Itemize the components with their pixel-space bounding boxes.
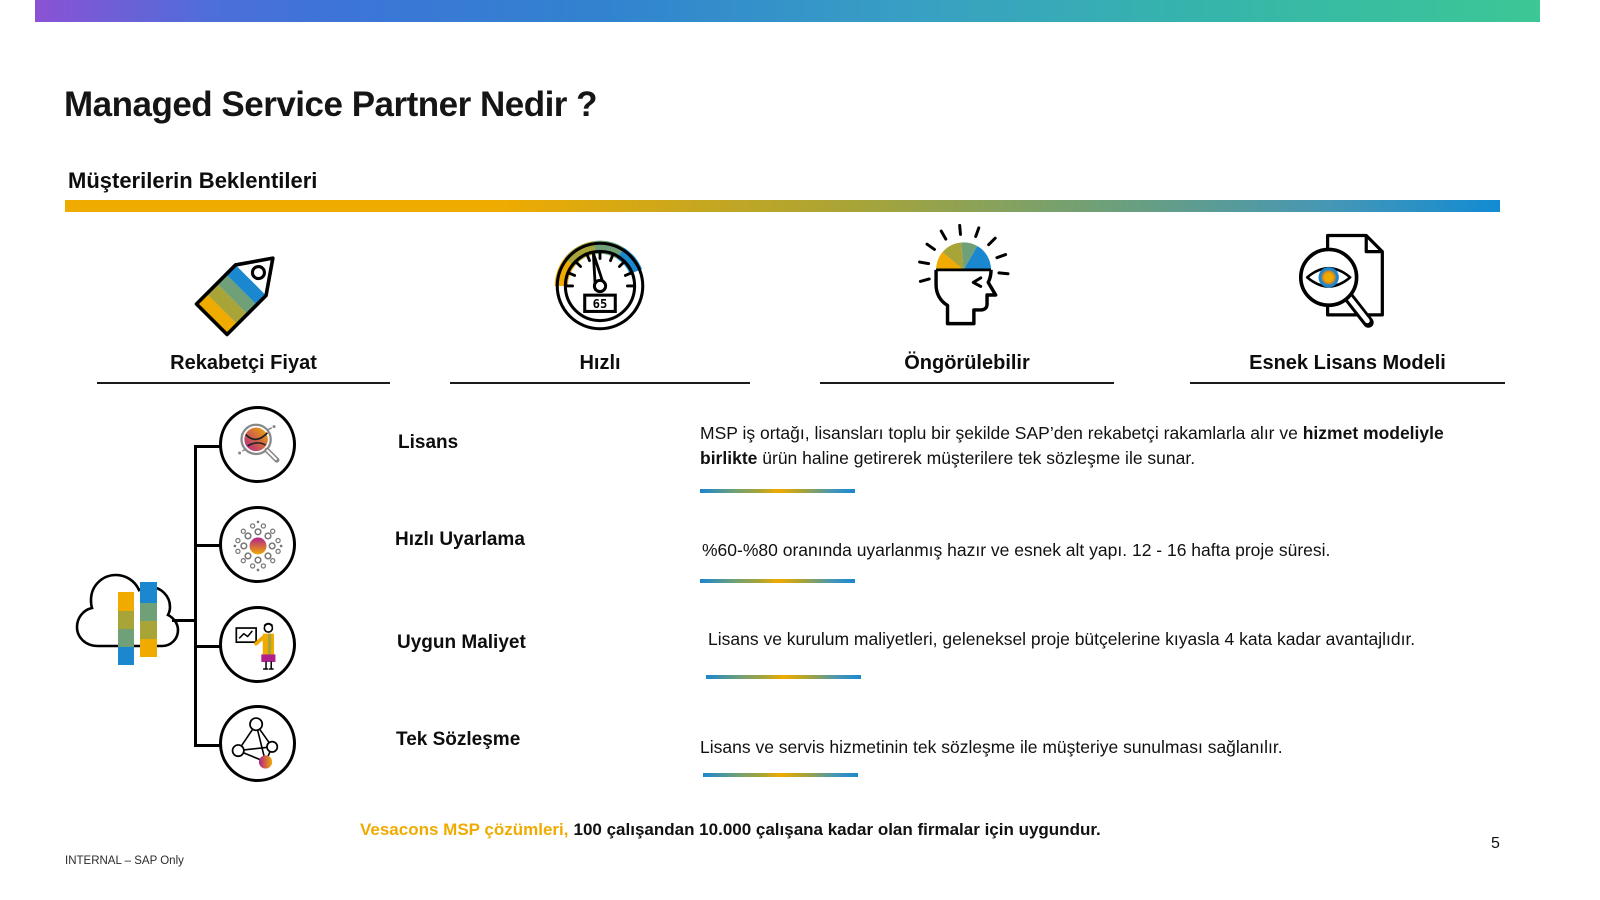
price-tag-icon [184, 222, 304, 352]
page-number: 5 [1491, 835, 1500, 852]
tree-stub-2 [194, 544, 220, 547]
expectation-label: Hızlı [579, 352, 621, 374]
desc-text: ürün haline getirerek müşterilere tek sözleşme ile sunar. [757, 447, 1196, 468]
top-accent-gradient-bar [35, 0, 1540, 22]
tree-cloud-stub [172, 619, 196, 622]
feature-label-lisans: Lisans [398, 432, 459, 453]
predictable-head-icon [904, 222, 1030, 352]
section-gradient-bar [65, 200, 1500, 212]
expectation-col-competitive-price [97, 222, 390, 384]
speedometer-icon [544, 222, 656, 352]
tree-vertical-line [194, 445, 197, 746]
tree-stub-3 [194, 645, 220, 648]
expectation-label: Esnek Lisans Modeli [1249, 352, 1446, 374]
feature-desc-hizli-uyarlama: %60-%80 oranında uyarlanmış hazır ve esnek alt yapı. 12 - 16 hafta proje süresi. [702, 540, 1331, 560]
expectation-col-predictable [820, 222, 1114, 384]
tree-stub-1 [194, 445, 220, 448]
expectation-col-flexible-license [1190, 222, 1505, 384]
insight-search-icon [219, 406, 296, 483]
network-icon [219, 705, 296, 782]
tree-stub-4 [194, 744, 220, 747]
cloud-chart-icon [73, 556, 187, 670]
innovation-burst-icon [219, 506, 296, 583]
expectation-label: Öngörülebilir [904, 352, 1030, 374]
desc-bold-text: hizmet modeliyle birlikte [700, 423, 1444, 468]
feature-label-hizli-uyarlama: Hızlı Uyarlama [395, 529, 525, 550]
section-heading: Müşterilerin Beklentileri [68, 168, 318, 193]
expectation-label: Rekabetçi Fiyat [170, 352, 317, 374]
presenter-icon [219, 606, 296, 683]
footer-classification: INTERNAL – SAP Only [65, 855, 184, 867]
bottom-note [360, 820, 1101, 840]
feature-label-uygun-maliyet: Uygun Maliyet [397, 632, 526, 653]
desc-text: MSP iş ortağı, lisansları toplu bir şekilde SAP’den rekabetçi rakamlarla alır ve [700, 423, 1303, 443]
feature-separator-3 [706, 675, 861, 679]
page-title: Managed Service Partner Nedir ? [64, 85, 598, 125]
feature-desc-lisans [700, 421, 1470, 471]
feature-separator-2 [700, 579, 855, 583]
expectation-col-fast [450, 222, 750, 384]
bottom-note-highlight: Vesacons MSP çözümleri, [360, 820, 569, 839]
feature-label-tek-sozlesme: Tek Sözleşme [396, 729, 521, 750]
gauge-value: 65 [592, 296, 608, 311]
feature-desc-tek-sozlesme: Lisans ve servis hizmetinin tek sözleşme ile müşteriye sunulması sağlanılır. [700, 737, 1283, 757]
feature-separator-4 [703, 773, 858, 777]
bottom-note-rest: 100 çalışandan 10.000 çalışana kadar olan firmalar için uygundur. [573, 820, 1101, 839]
flexible-license-icon [1289, 222, 1407, 352]
feature-desc-uygun-maliyet: Lisans ve kurulum maliyetleri, geleneksel proje bütçelerine kıyasla 4 kata kadar avantajlıdır. [708, 629, 1416, 649]
feature-separator-1 [700, 489, 855, 493]
